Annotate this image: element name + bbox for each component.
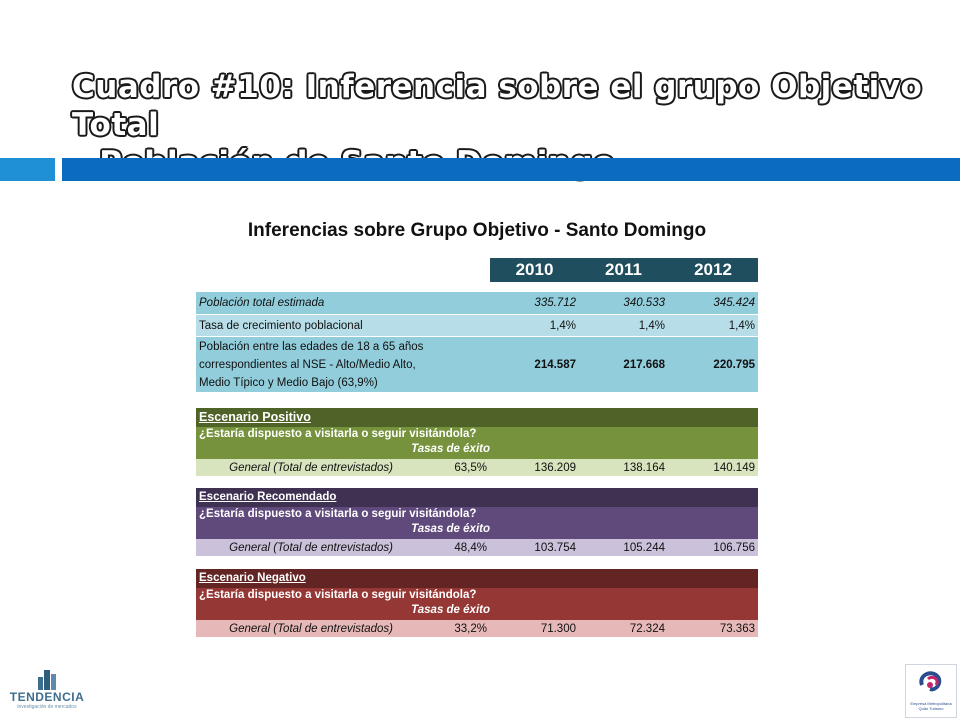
cell-value: 105.244 — [623, 541, 665, 554]
cell-value: 1,4% — [638, 319, 665, 332]
year-2010: 2010 — [490, 258, 579, 282]
cell-value: 220.795 — [713, 358, 755, 371]
question-text: ¿Estaría dispuesto a visitarla o seguir visitándola? — [199, 508, 477, 520]
table-title: Inferencias sobre Grupo Objetivo - Santo Domingo — [247, 220, 707, 241]
row-label: Población total estimada — [199, 297, 325, 309]
row-label-line: Medio Típico y Medio Bajo (63,9%) — [199, 376, 378, 389]
accent-bar-right — [62, 158, 960, 181]
cell-value: 340.533 — [623, 297, 665, 309]
cell-value: 71.300 — [540, 622, 576, 635]
cell-value: 140.149 — [713, 461, 755, 474]
tasas-label: Tasas de éxito — [411, 523, 490, 535]
table-row — [196, 620, 758, 637]
table-row — [196, 292, 758, 314]
year-2011: 2011 — [579, 258, 668, 282]
row-label: Tasa de crecimiento poblacional — [199, 319, 363, 332]
cell-value: 214.587 — [534, 358, 576, 371]
cell-value: 1,4% — [549, 319, 576, 332]
scenario-title: Escenario Negativo — [196, 569, 758, 588]
scenario-question — [196, 507, 758, 539]
tendencia-logo — [6, 668, 88, 714]
buildings-icon — [36, 668, 58, 690]
scenario-recommended — [196, 488, 758, 556]
logo-brand-text: TENDENCIA — [9, 690, 85, 704]
scenario-positive — [196, 408, 758, 476]
rate-value: 63,5% — [454, 461, 487, 474]
general-label: General (Total de entrevistados) — [229, 461, 393, 474]
table-row — [196, 539, 758, 556]
cell-value: 217.668 — [623, 358, 665, 371]
scenario-question — [196, 427, 758, 459]
population-block — [196, 292, 758, 392]
year-header — [196, 258, 758, 282]
tasas-label: Tasas de éxito — [411, 443, 490, 455]
row-label-line: correspondientes al NSE - Alto/Medio Alto, — [199, 358, 416, 371]
cell-value: 335.712 — [534, 297, 576, 309]
general-label: General (Total de entrevistados) — [229, 541, 393, 554]
rate-value: 48,4% — [454, 541, 487, 554]
table-row — [196, 459, 758, 476]
accent-bar-left — [0, 158, 55, 181]
swirl-emblem-icon — [906, 665, 956, 701]
logo-tagline: investigación de mercados — [17, 704, 77, 710]
row-label-line: Población entre las edades de 18 a 65 años — [199, 340, 424, 353]
row-label — [196, 338, 490, 392]
year-2012: 2012 — [668, 258, 758, 282]
scenario-title: Escenario Positivo — [196, 408, 758, 427]
scenario-question — [196, 588, 758, 620]
cell-value: 103.754 — [534, 541, 576, 554]
quito-turismo-logo — [905, 664, 957, 718]
cell-value: 106.756 — [713, 541, 755, 554]
question-text: ¿Estaría dispuesto a visitarla o seguir visitándola? — [199, 589, 477, 601]
tasas-label: Tasas de éxito — [411, 604, 490, 616]
cell-value: 138.164 — [623, 461, 665, 474]
question-text: ¿Estaría dispuesto a visitarla o seguir visitándola? — [199, 428, 477, 440]
rate-value: 33,2% — [454, 622, 487, 635]
cell-value: 1,4% — [728, 319, 755, 332]
scenario-negative — [196, 569, 758, 637]
scenario-title: Escenario Recomendado — [196, 488, 758, 507]
cell-value: 136.209 — [534, 461, 576, 474]
cell-value: 73.363 — [719, 622, 755, 635]
cell-value: 345.424 — [713, 297, 755, 309]
cell-value: 72.324 — [629, 622, 665, 635]
table-row — [196, 314, 758, 336]
table-row — [196, 336, 758, 392]
general-label: General (Total de entrevistados) — [229, 622, 393, 635]
slide-title-line-1: Cuadro #10: Inferencia sobre el grupo Objetivo Total — [72, 69, 923, 143]
logo-caption: Empresa Metropolitana Quito Turismo — [910, 701, 952, 711]
